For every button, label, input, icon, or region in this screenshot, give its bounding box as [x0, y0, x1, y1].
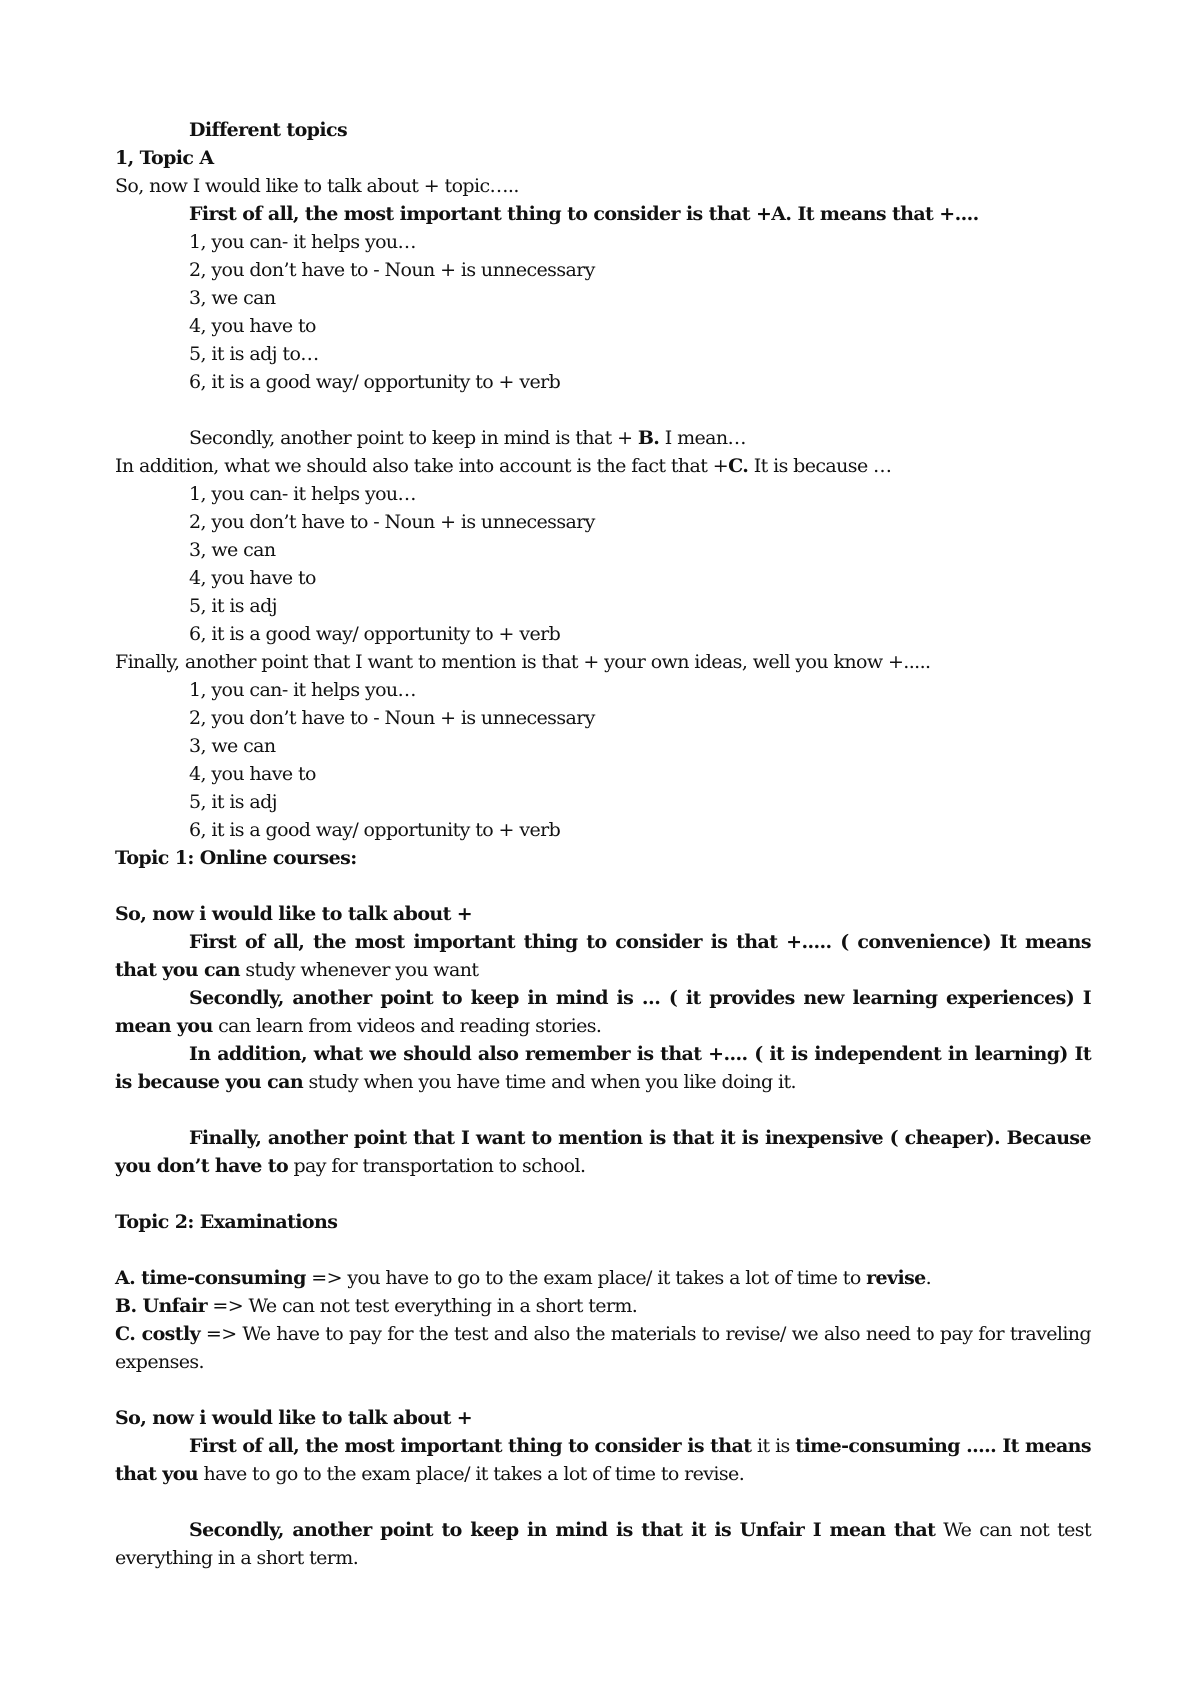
- document-body: [115, 116, 1091, 1572]
- list-item: 4, you have to: [189, 567, 316, 589]
- topic-2-item-c: C. costly => We have to pay for the test and also the materials to revise/ we also need to pay for traveling expenses.: [115, 1323, 1091, 1373]
- topic-2-heading: Topic 2: Examinations: [115, 1211, 338, 1233]
- topic-1-paragraph-2: Secondly, another point to keep in mind is … ( it provides new learning experiences) I mean you can learn from videos and reading stories.: [115, 987, 1091, 1037]
- list-item: 5, it is adj to…: [189, 343, 319, 365]
- topic-1-paragraph-1: First of all, the most important thing to consider is that +..... ( convenience) It means that you can study whenever you want: [115, 931, 1091, 981]
- topic-2-item-a: A. time-consuming => you have to go to the exam place/ it takes a lot of time to revise.: [115, 1267, 932, 1289]
- topic-1-intro: So, now i would like to talk about +: [115, 903, 473, 925]
- list-item: 6, it is a good way/ opportunity to + verb: [189, 819, 561, 841]
- list-item: 3, we can: [189, 539, 276, 561]
- topic-1-paragraph-4: Finally, another point that I want to mention is that it is inexpensive ( cheaper). Because you don’t have to pay for transportation to school.: [115, 1127, 1091, 1177]
- topic-2-item-b: B. Unfair => We can not test everything in a short term.: [115, 1295, 638, 1317]
- list-item: 3, we can: [189, 735, 276, 757]
- spacer: [115, 1236, 1091, 1264]
- list-item: 6, it is a good way/ opportunity to + verb: [189, 623, 561, 645]
- topic-a-second-point: Secondly, another point to keep in mind is that + B. I mean…: [189, 427, 746, 449]
- topic-1-paragraph-3: In addition, what we should also remember is that +.... ( it is independent in learning) It is because you can study when you have time and when you like doing it.: [115, 1043, 1091, 1093]
- spacer: [115, 1376, 1091, 1404]
- list-item: 2, you don’t have to - Noun + is unnecessary: [189, 511, 595, 533]
- spacer: [115, 1180, 1091, 1208]
- topic-a-final-point: Finally, another point that I want to mention is that + your own ideas, well you know +.....: [115, 651, 931, 673]
- spacer: [115, 1488, 1091, 1516]
- document-title: Different topics: [189, 119, 348, 141]
- list-item: 2, you don’t have to - Noun + is unnecessary: [189, 707, 595, 729]
- list-item: 1, you can- it helps you…: [189, 483, 416, 505]
- list-item: 4, you have to: [189, 315, 316, 337]
- list-item: 5, it is adj: [189, 791, 277, 813]
- list-item: 1, you can- it helps you…: [189, 679, 416, 701]
- list-item: 3, we can: [189, 287, 276, 309]
- spacer: [115, 396, 1091, 424]
- list-item: 1, you can- it helps you…: [189, 231, 416, 253]
- topic-2-intro: So, now i would like to talk about +: [115, 1407, 473, 1429]
- topic-2-paragraph-1: First of all, the most important thing to consider is that it is time-consuming ..... It means that you have to go to the exam place/ it takes a lot of time to revise.: [115, 1435, 1091, 1485]
- spacer: [115, 872, 1091, 900]
- topic-a-heading: 1, Topic A: [115, 147, 214, 169]
- topic-a-first-point: First of all, the most important thing to consider is that +A. It means that +....: [189, 203, 979, 225]
- list-item: 2, you don’t have to - Noun + is unnecessary: [189, 259, 595, 281]
- topic-a-third-point: In addition, what we should also take into account is the fact that +C. It is because …: [115, 455, 892, 477]
- list-item: 4, you have to: [189, 763, 316, 785]
- topic-a-intro: So, now I would like to talk about + topic…..: [115, 175, 519, 197]
- topic-2-paragraph-2: Secondly, another point to keep in mind is that it is Unfair I mean that We can not test everything in a short term.: [115, 1519, 1091, 1569]
- list-item: 6, it is a good way/ opportunity to + verb: [189, 371, 561, 393]
- list-item: 5, it is adj: [189, 595, 277, 617]
- spacer: [115, 1096, 1091, 1124]
- topic-1-heading: Topic 1: Online courses:: [115, 847, 357, 869]
